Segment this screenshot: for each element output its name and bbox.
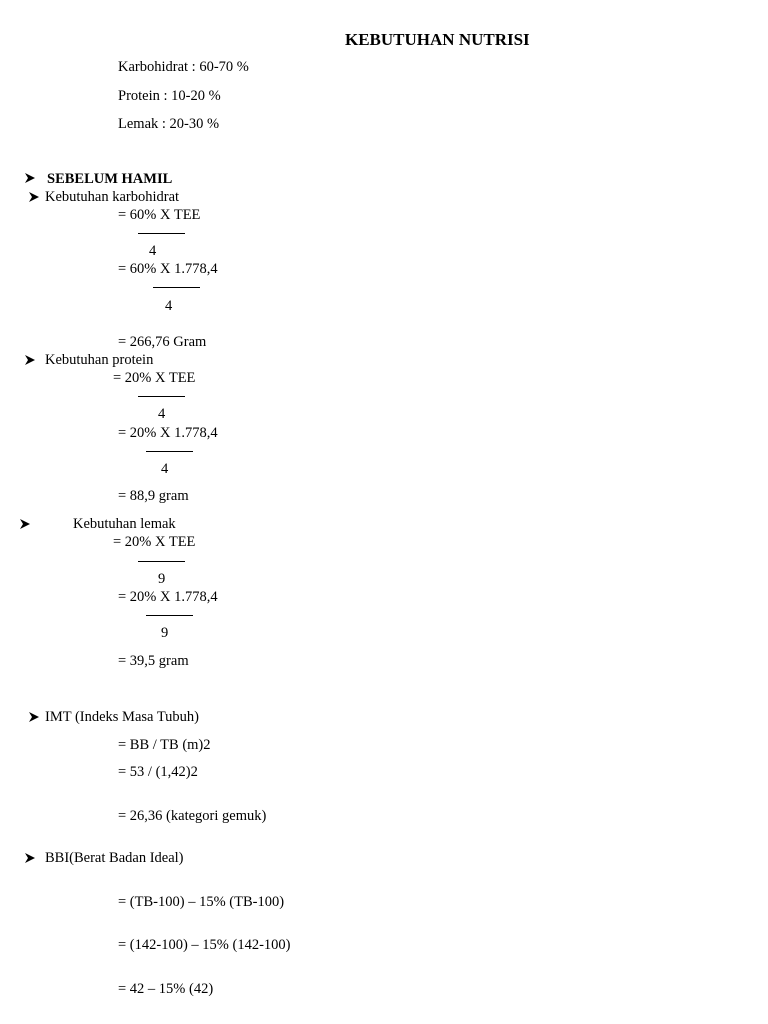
ratio-protein: Protein : 10-20 %: [118, 88, 221, 104]
bullet-arrow-icon: [28, 711, 40, 723]
fraction-bar: [138, 233, 185, 234]
page-title: KEBUTUHAN NUTRISI: [345, 30, 530, 49]
fat-result: = 39,5 gram: [118, 653, 189, 669]
ratio-carbohydrate: Karbohidrat : 60-70 %: [118, 59, 249, 75]
fat-formula: = 20% X TEE: [113, 534, 196, 550]
fat-denominator: 9: [158, 571, 166, 587]
protein-calculation: = 20% X 1.778,4: [118, 425, 218, 441]
protein-formula: = 20% X TEE: [113, 370, 196, 386]
fraction-bar: [138, 396, 185, 397]
protein-denominator: 4: [158, 406, 166, 422]
carb-denominator: 4: [149, 243, 157, 259]
fraction-bar: [146, 615, 193, 616]
fraction-bar: [146, 451, 193, 452]
fraction-bar: [138, 561, 185, 562]
carb-calculation: = 60% X 1.778,4: [118, 261, 218, 277]
ratio-fat: Lemak : 20-30 %: [118, 116, 220, 132]
bullet-arrow-icon: [19, 518, 31, 530]
fat-calculation: = 20% X 1.778,4: [118, 589, 218, 605]
bullet-arrow-icon: [24, 852, 36, 864]
imt-formula: = BB / TB (m)2: [118, 737, 211, 753]
protein-heading: Kebutuhan protein: [45, 352, 154, 368]
carb-result: = 266,76 Gram: [118, 334, 207, 350]
bbi-heading: BBI(Berat Badan Ideal): [45, 850, 184, 866]
imt-result: = 26,36 (kategori gemuk): [118, 808, 267, 824]
bbi-formula: = (TB-100) – 15% (TB-100): [118, 894, 285, 910]
protein-denominator: 4: [161, 461, 169, 477]
bullet-arrow-icon: [24, 354, 36, 366]
carb-heading: Kebutuhan karbohidrat: [45, 189, 180, 205]
fat-denominator: 9: [161, 625, 169, 641]
imt-calculation: = 53 / (1,42)2: [118, 764, 198, 780]
fraction-bar: [153, 287, 200, 288]
section-heading: SEBELUM HAMIL: [47, 171, 173, 187]
imt-heading: IMT (Indeks Masa Tubuh): [45, 709, 199, 725]
carb-formula: = 60% X TEE: [118, 207, 201, 223]
carb-denominator: 4: [165, 298, 173, 314]
bullet-arrow-icon: [28, 191, 40, 203]
bbi-calculation: = (142-100) – 15% (142-100): [118, 937, 291, 953]
bullet-arrow-icon: [24, 172, 36, 184]
protein-result: = 88,9 gram: [118, 488, 189, 504]
fat-heading: Kebutuhan lemak: [73, 516, 176, 532]
bbi-simplified: = 42 – 15% (42): [118, 981, 214, 997]
